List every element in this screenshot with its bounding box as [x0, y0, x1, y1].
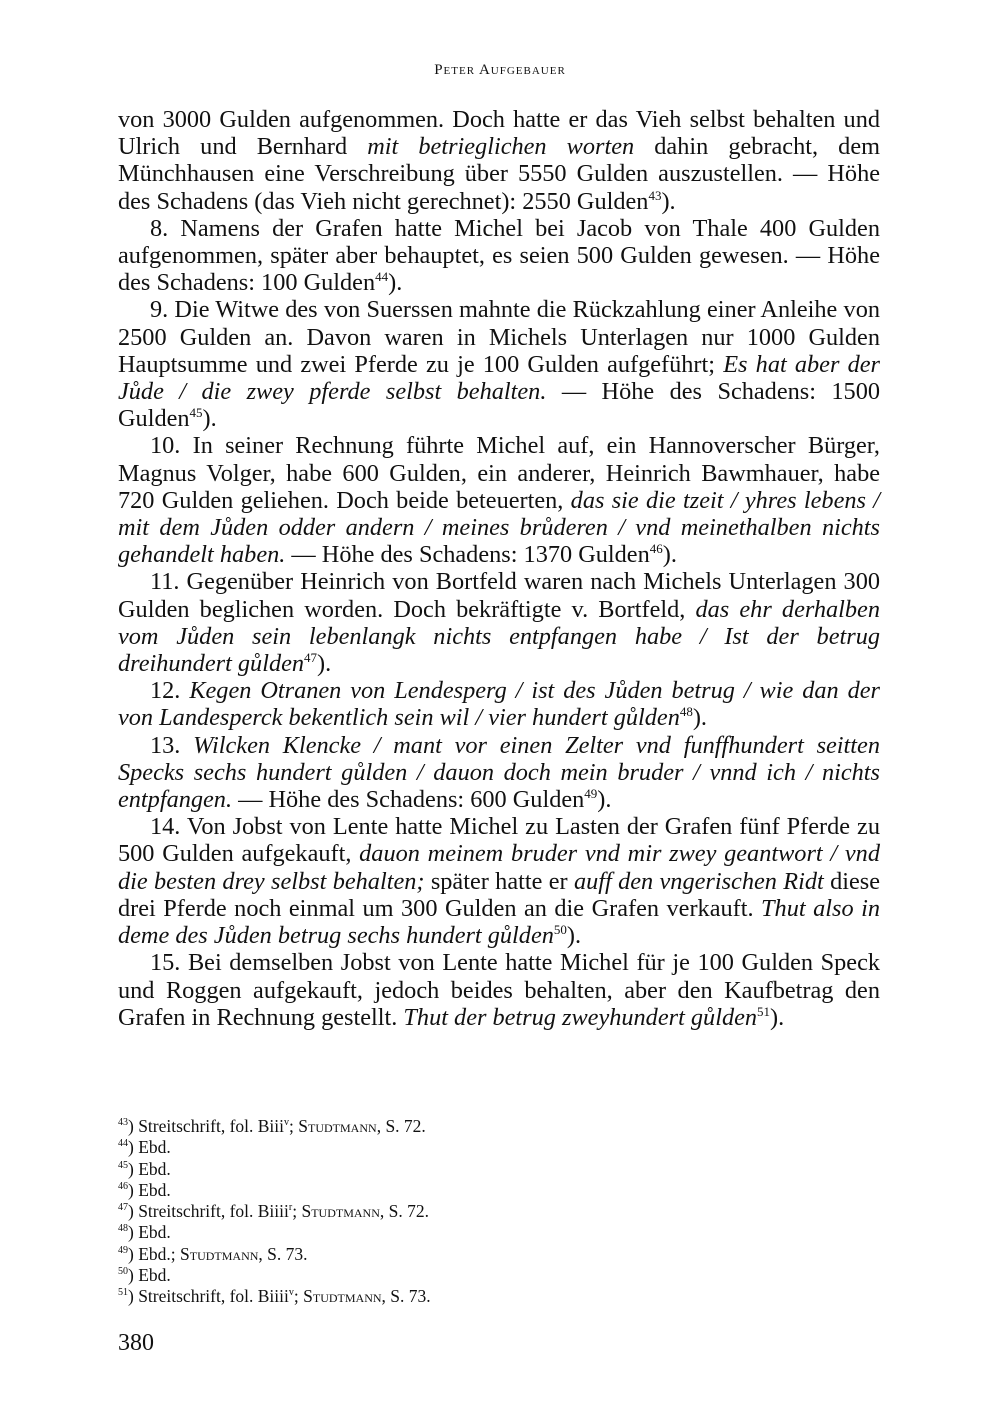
- paragraph: [118, 296, 880, 432]
- italic-quote: das sie die tzeit / yhres lebens / mit dem Jůden odder andern / meines brůderen / vnd meinethalben nichts gehandelt haben.: [118, 486, 881, 569]
- text-run: Ebd.: [138, 1158, 171, 1179]
- author-name: Studtmann: [303, 1286, 382, 1307]
- footnote-ref: 51: [757, 1003, 771, 1019]
- footnote-paren: ): [128, 1286, 139, 1307]
- italic-quote: Thut der betrug zweyhundert gůlden: [403, 1003, 758, 1031]
- footnote: [118, 1180, 880, 1201]
- footnote-number: 51: [118, 1287, 128, 1299]
- text-run: 8. Namens der Grafen hatte Michel bei Jacob von Thale 400 Gulden aufgenommen, später aber behauptet, es seien 500 Gulden gewesen. — Höhe des Schadens: 100 Gulden: [118, 214, 880, 297]
- text-run: ).: [388, 269, 403, 297]
- text-run: von 3000 Gulden aufgenommen. Doch hatte er das Vieh selbst behalten und Ulrich und Bernhard: [118, 106, 880, 161]
- footnote-paren: ): [128, 1158, 139, 1179]
- text-run: ).: [692, 704, 708, 732]
- footnote-number: 50: [118, 1266, 128, 1278]
- text-run: ).: [662, 541, 677, 569]
- text-run: , S. 72.: [376, 1116, 426, 1136]
- footnote-number: 43: [118, 1117, 128, 1129]
- paragraph: [118, 949, 880, 1031]
- italic-quote: mit betrieglichen worten: [367, 133, 635, 161]
- footnote-ref: 43: [648, 187, 662, 203]
- text-run: , S. 73.: [258, 1243, 308, 1264]
- footnote: [118, 1116, 880, 1137]
- text-run: ;: [293, 1286, 304, 1307]
- author-name: Studtmann: [301, 1201, 380, 1222]
- text-run: ).: [202, 405, 217, 433]
- footnote-ref: 44: [375, 269, 389, 285]
- text-run: 12.: [150, 677, 190, 705]
- italic-quote: das ehr derhalben vom Jůden sein lebenlangk nichts entpfangen habe / Ist der betrug dreihundert gůlden: [118, 595, 880, 678]
- footnote-number: 49: [118, 1244, 128, 1256]
- footnote: [118, 1137, 880, 1158]
- footnote-ref: 45: [189, 405, 203, 421]
- italic-quote: Kegen Otranen von Lendesperg / ist des Jůden betrug / wie dan der von Landesperck bekentlich sein wil / vier hundert gůlden: [118, 677, 880, 732]
- paragraph: [118, 106, 880, 215]
- text-run: ).: [317, 650, 332, 678]
- footnote-ref: 50: [553, 922, 567, 937]
- text-run: 14. Von Jobst von Lente hatte Michel zu Lasten der Grafen fünf Pferde zu 500 Gulden aufgekauft,: [118, 813, 880, 868]
- footnote: [118, 1244, 880, 1265]
- text-run: diese drei Pferde noch einmal um 300 Gulden an die Grafen verkauft.: [118, 867, 880, 922]
- footnote-number: 45: [118, 1159, 128, 1171]
- footnote: [118, 1159, 880, 1180]
- footnote-paren: ): [128, 1201, 139, 1222]
- text-run: Ebd.: [138, 1222, 171, 1243]
- text-run: dahin gebracht, dem Münchhausen eine Verschreibung über 5550 Gulden auszustellen. — Höhe des Schadens (das Vieh nicht gerechnet): 2550 Gulden: [118, 133, 881, 215]
- text-run: ;: [289, 1116, 299, 1136]
- text-run: Ebd.;: [138, 1243, 181, 1264]
- text-run: 10. In seiner Rechnung führte Michel auf, ein Hannoverscher Bürger, Magnus Volger, habe 600 Gulden, ein anderer, Heinrich Bawmhauer, habe 720 Gulden geliehen. Doch beide beteuerten,: [118, 432, 880, 514]
- text-run: Streitschrift, fol. Biii: [138, 1116, 285, 1136]
- paragraph: [118, 732, 880, 814]
- text-run: 13.: [150, 731, 194, 759]
- text-run: später hatte er: [424, 867, 574, 895]
- page-number: 380: [118, 1330, 154, 1356]
- italic-quote: dauon meinem bruder vnd mir zwey geantwort / vnd die besten drey selbst behalten;: [118, 840, 880, 895]
- text-run: ).: [597, 786, 612, 814]
- text-run: 15. Bei demselben Jobst von Lente hatte Michel für je 100 Gulden Speck und Roggen aufgekauft, jedoch beides behalten, aber den Kaufbetrag den Grafen in Rechnung gestellt.: [118, 949, 880, 1031]
- text-run: 9. Die Witwe des von Suerssen mahnte die Rückzahlung einer Anleihe von 2500 Gulden an. Davon waren in Michels Unterlagen nur 1000 Gulden Hauptsumme und zwei Pferde zu je 100 Gulden aufgeführt;: [118, 296, 880, 378]
- footnote-paren: ): [128, 1265, 139, 1286]
- text-run: Streitschrift, fol. Biiii: [138, 1286, 289, 1307]
- text-run: — Höhe des Schadens: 1500 Gulden: [118, 378, 880, 433]
- footnote: [118, 1265, 880, 1286]
- text-run: ).: [566, 922, 582, 950]
- paragraph: [118, 568, 880, 677]
- text-run: Ebd.: [138, 1137, 171, 1158]
- author-name: Studtmann: [298, 1116, 377, 1136]
- footnote: [118, 1286, 880, 1307]
- footnote-paren: ): [128, 1116, 139, 1136]
- author-name: Studtmann: [180, 1243, 259, 1264]
- footnote-ref: 46: [649, 541, 663, 557]
- footnotes: [118, 1116, 880, 1308]
- footnote: [118, 1222, 880, 1243]
- text-run: — Höhe des Schadens: 1370 Gulden: [285, 541, 650, 569]
- footnote-paren: ): [128, 1137, 139, 1158]
- text-run: Ebd.: [138, 1265, 171, 1286]
- text-run: , S. 72.: [379, 1201, 429, 1222]
- text-run: ).: [661, 187, 676, 215]
- text-run: , S. 73.: [381, 1286, 431, 1307]
- footnote-ref: 47: [304, 649, 318, 665]
- text-run: ;: [292, 1201, 302, 1222]
- text-run: Streitschrift, fol. Biiii: [138, 1201, 289, 1222]
- text-run: ).: [770, 1003, 785, 1031]
- footnote-ref: r: [288, 1202, 293, 1214]
- footnote-number: 46: [118, 1181, 128, 1193]
- footnote-ref: 48: [679, 704, 693, 720]
- footnote-number: 47: [118, 1202, 128, 1214]
- text-run: Ebd.: [138, 1179, 171, 1200]
- running-head: Peter Aufgebauer: [434, 62, 566, 78]
- italic-quote: Wilcken Klencke / mant vor einen Zelter vnd funffhundert seitten Specks sechs hundert gůlden / dauon doch mein bruder / vnnd ich / nichts entpfangen.: [118, 731, 880, 814]
- paragraph: [118, 677, 880, 731]
- italic-quote: Es hat aber der Jůde / die zwey pferde selbst behalten.: [118, 350, 880, 406]
- paragraph: [118, 215, 880, 297]
- italic-quote: Thut also in deme des Jůden betrug sechs hundert gůlden: [118, 894, 880, 950]
- footnote-ref: v: [284, 1117, 290, 1129]
- text-run: 11. Gegenüber Heinrich von Bortfeld waren nach Michels Unterlagen 300 Gulden beglichen worden. Doch bekräftigte v. Bortfeld,: [118, 568, 880, 623]
- paragraph: [118, 432, 880, 568]
- footnote-paren: ): [128, 1243, 139, 1264]
- footnote-ref: v: [288, 1287, 294, 1299]
- main-text: [118, 106, 880, 1031]
- footnote-paren: ): [128, 1179, 139, 1200]
- footnote: [118, 1201, 880, 1222]
- footnote-paren: ): [128, 1222, 139, 1243]
- footnote-number: 48: [118, 1223, 128, 1235]
- paragraph: [118, 813, 880, 949]
- italic-quote: auff den vngerischen Ridt: [573, 867, 824, 895]
- footnote-number: 44: [118, 1138, 128, 1150]
- footnote-ref: 49: [584, 785, 598, 801]
- text-run: — Höhe des Schadens: 600 Gulden: [232, 786, 585, 814]
